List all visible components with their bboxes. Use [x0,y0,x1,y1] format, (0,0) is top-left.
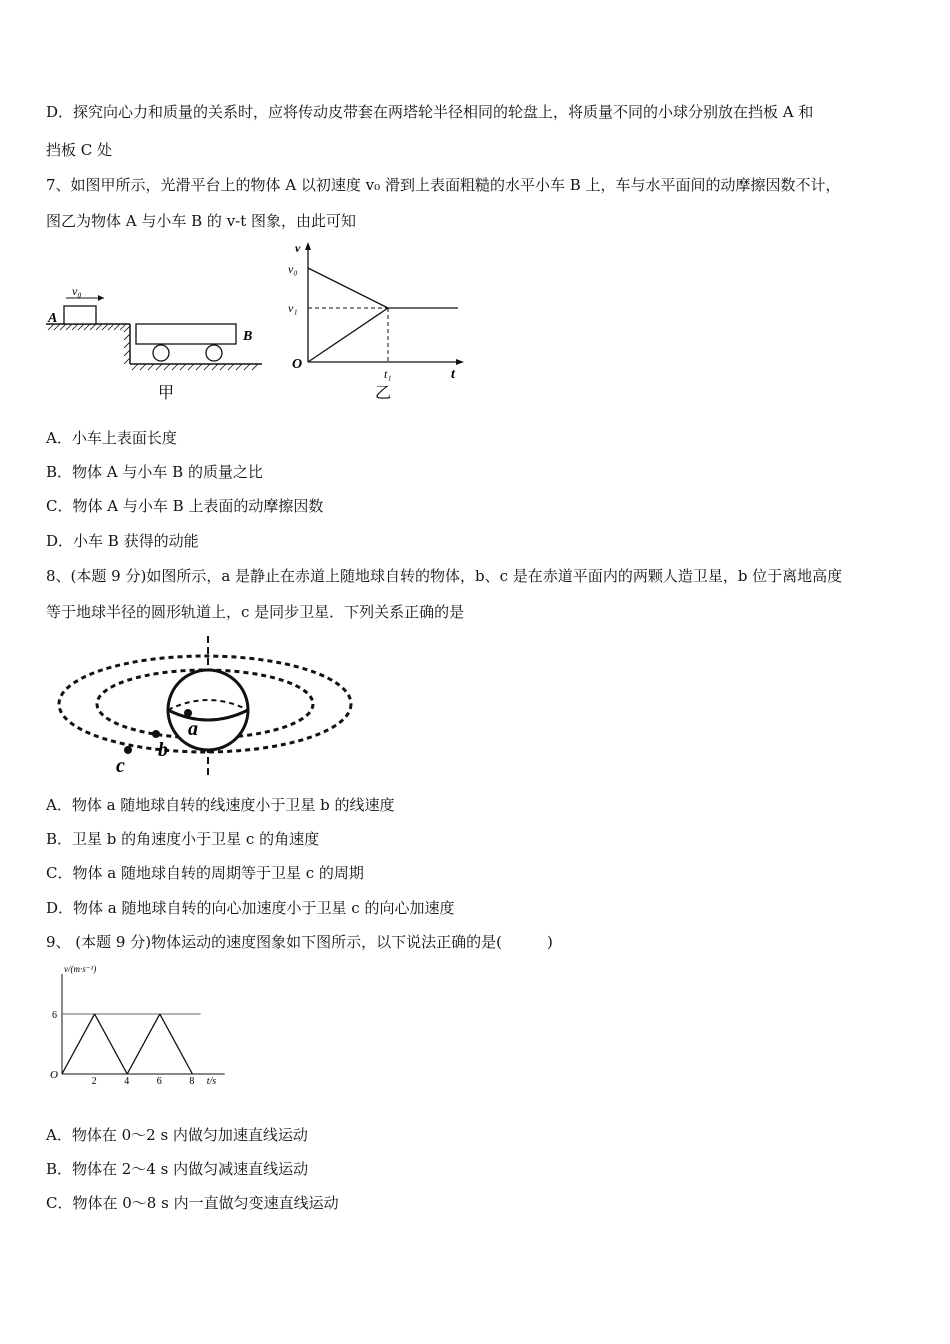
label-a: a [188,718,198,740]
y-tick-label: 6 [52,1010,57,1021]
q8-stem-line2: 等于地球半径的圆形轨道上，c 是同步卫星．下列关系正确的是 [46,603,465,621]
q9-stem: 9、 (本题 9 分)物体运动的速度图象如下图所示，以下说法正确的是( ) [46,933,553,951]
tick-v1: v₁ [288,301,298,315]
origin-label: O [50,1069,58,1081]
cart-b [136,324,236,344]
block-a [64,306,96,324]
q9-vt-chart [46,962,236,1092]
y-axis-label: v/(m·s⁻¹) [64,964,97,974]
q6-option-d-line1: D．探究向心力和质量的关系时，应将传动皮带套在两塔轮半径相同的轮盘上，将质量不同的小球分别放在挡板 A 和 [46,103,814,121]
line-b [308,308,388,362]
tick-v0: v₀ [288,262,298,276]
q8-stem-line1: 8、(本题 9 分)如图所示，a 是静止在赤道上随地球自转的物体，b、c 是在赤道平面内的两颗人造卫星，b 位于离地高度 [46,567,843,585]
q9-option-a: A．物体在 0～2 s 内做匀加速直线运动 [46,1126,308,1144]
tick-t1: t₁ [384,367,392,381]
line-a [308,268,388,308]
fig-jia [46,284,262,402]
q7-option-a: A．小车上表面长度 [46,429,177,447]
label-b: b [158,739,168,761]
caption-jia: 甲 [158,385,175,402]
series-segment [127,1014,160,1074]
caption-yi: 乙 [375,385,392,402]
x-tick-label: 2 [91,1076,97,1087]
q6-option-d-line2: 挡板 C 处 [46,141,113,159]
x-tick-label: 4 [124,1076,130,1087]
label-c: c [116,755,125,777]
label-a: A [48,311,58,326]
q9-option-b: B．物体在 2～4 s 内做匀减速直线运动 [46,1160,309,1178]
series-segment [95,1014,128,1074]
label-v0: v₀ [72,284,82,298]
q8-option-d: D．物体 a 随地球自转的向心加速度小于卫星 c 的向心加速度 [46,899,455,917]
x-axis-label: t/s [206,1076,217,1087]
q7-option-b: B．物体 A 与小车 B 的质量之比 [46,463,263,481]
axis-v: v [295,241,301,255]
q8-option-c: C．物体 a 随地球自转的周期等于卫星 c 的周期 [46,864,364,882]
q7-figure [40,240,470,410]
series-segment [62,1014,95,1074]
q9-option-c: C．物体在 0～8 s 内一直做匀变速直线运动 [46,1194,339,1212]
q7-stem-line2: 图乙为物体 A 与小车 B 的 v-t 图象，由此可知 [46,212,357,230]
axis-t: t [451,367,455,382]
q8-orbit-figure [50,632,360,782]
earth [168,670,248,750]
origin-o: O [292,357,303,372]
series-segment [160,1014,193,1074]
label-b: B [243,329,253,344]
q8-option-a: A．物体 a 随地球自转的线速度小于卫星 b 的线速度 [46,796,395,814]
q8-option-b: B．卫星 b 的角速度小于卫星 c 的角速度 [46,830,320,848]
fig-yi [288,241,464,402]
x-tick-label: 6 [156,1076,162,1087]
q7-stem-line1: 7、如图甲所示，光滑平台上的物体 A 以初速度 v₀ 滑到上表面粗糙的水平小车 B 上，车与水平面间的动摩擦因数不计， [46,176,841,194]
q7-option-d: D．小车 B 获得的动能 [46,532,199,550]
q7-option-c: C．物体 A 与小车 B 上表面的动摩擦因数 [46,497,324,515]
x-tick-label: 8 [189,1076,195,1087]
